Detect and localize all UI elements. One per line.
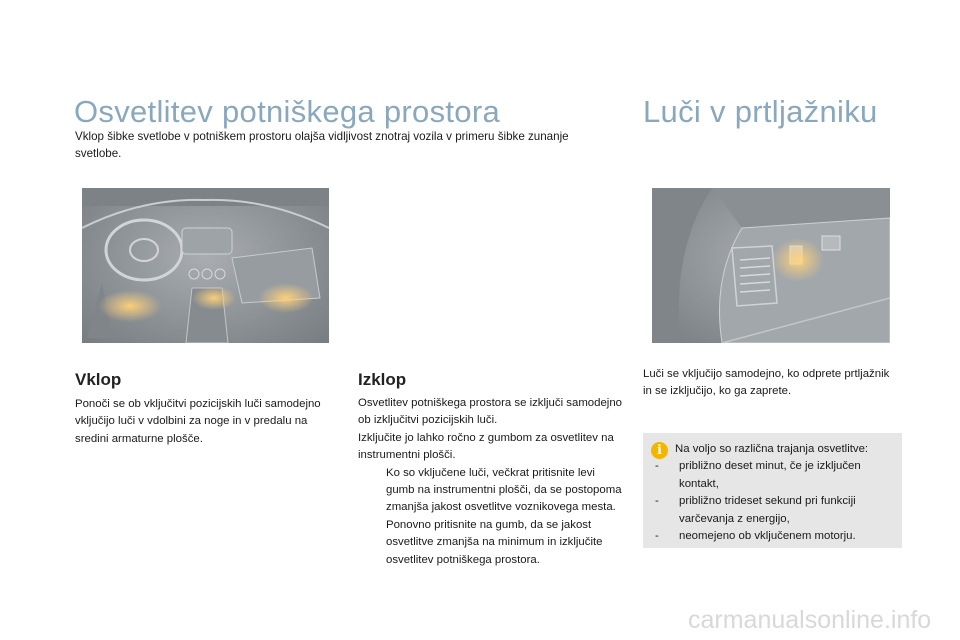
intro-text: Vklop šibke svetlobe v potniškem prostoru olajša vidljivost znotraj vozila v primeru šibke zunanje svetlobe. (75, 130, 569, 160)
izklop-heading: Izklop (358, 370, 407, 389)
info-box (643, 433, 902, 548)
info-item-text: neomejeno ob vključenem motorju. (679, 530, 856, 543)
izklop-content (358, 395, 626, 569)
info-intro: Na voljo so različna trajanja osvetlitve: (675, 443, 869, 455)
section-title-trunk-lights: Luči v prtljažniku (643, 94, 878, 129)
pointing-hand-icon (358, 517, 386, 569)
dashboard-illustration (82, 188, 329, 343)
izklop-bullet-text: Ko so vključene luči, večkrat pritisnite levi gumb na instrumentni plošči, da se postopoma zmanjša jakost osvetlitve voznikovega mesta. (386, 466, 622, 514)
izklop-bullet-item (358, 517, 626, 569)
info-content (649, 441, 899, 545)
info-list-item (649, 458, 899, 493)
trunk-illustration (652, 188, 890, 343)
pointing-hand-icon (358, 465, 386, 517)
interior-dashboard-image (82, 188, 329, 343)
dash-marker: - (655, 530, 659, 543)
vklop-heading: Vklop (75, 370, 122, 389)
trunk-lights-text: Luči se vključijo samodejno, ko odprete prtljažnik in se izključijo, ko ga zaprete. (643, 368, 890, 398)
vklop-text: Ponoči se ob vključitvi pozicijskih luči samodejno vključijo luči v vdolbini za noge in v predalu na sredini armaturne plošče. (75, 398, 321, 445)
trunk-image (652, 188, 890, 343)
info-icon: i (651, 442, 668, 459)
izklop-paragraph-manual: Izključite jo lahko ročno z gumbom za osvetlitev na instrumentni plošči. (358, 431, 614, 462)
watermark-text: carmanualsonline.info (688, 606, 932, 634)
izklop-bullet-item (358, 465, 626, 517)
izklop-paragraph-auto: Osvetlitev potniškega prostora se izključi samodejno ob izključitvi pozicijskih luči. (358, 397, 623, 427)
info-item-text: približno trideset sekund pri funkciji varčevanja z energijo, (679, 495, 856, 525)
info-list-item (649, 528, 899, 545)
info-item-text: približno deset minut, če je izključen kontakt, (679, 460, 861, 490)
dash-marker: - (655, 495, 659, 508)
info-list-item (649, 493, 899, 528)
izklop-bullet-text: Ponovno pritisnite na gumb, da se jakost osvetlitve zmanjša na minimum in izključite osvetlitev potniškega prostora. (386, 518, 603, 566)
dash-marker: - (655, 460, 659, 473)
section-title-interior-lighting: Osvetlitev potniškega prostora (74, 94, 500, 129)
